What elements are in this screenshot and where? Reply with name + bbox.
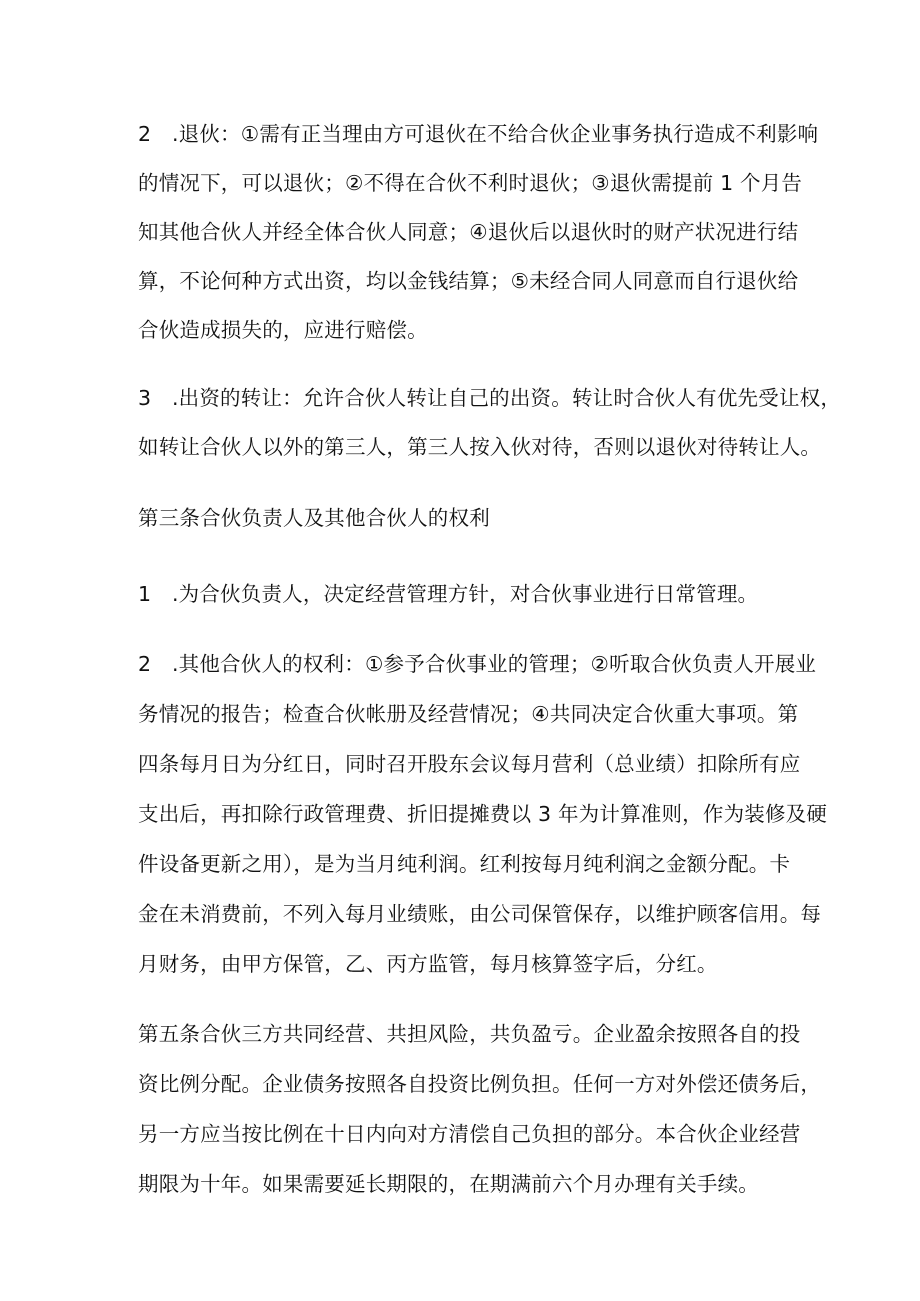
paragraph-1-line-5: 合伙造成损失的，应进行赔偿。 — [138, 318, 428, 342]
paragraph-1-line-3: 知其他合伙人并经全体合伙人同意；④退伙后以退伙时的财产状况进行结 — [138, 220, 799, 244]
paragraph-1-line-2: 的情况下，可以退伙；②不得在合伙不利时退伙；③退伙需提前 1 个月告 — [138, 171, 803, 195]
paragraph-5-line-2: 务情况的报告；检查合伙帐册及经营情况；④共同决定合伙重大事项。第 — [138, 702, 799, 726]
paragraph-6-line-4: 期限为十年。如果需要延长期限的，在期满前六个月办理有关手续。 — [138, 1172, 759, 1196]
paragraph-5-line-4: 支出后，再扣除行政管理费、折旧提摊费以 3 年为计算准则，作为装修及硬 — [138, 802, 828, 826]
paragraph-1-line-1: 2 .退伙：①需有正当理由方可退伙在不给合伙企业事务执行造成不利影响 — [138, 122, 819, 146]
paragraph-4-line-1: 1 .为合伙负责人，决定经营管理方针，对合伙事业进行日常管理。 — [138, 582, 759, 606]
section-heading-article-3: 第三条合伙负责人及其他合伙人的权利 — [138, 506, 490, 530]
paragraph-5-line-6: 金在未消费前，不列入每月业绩账，由公司保管保存，以维护顾客信用。每 — [138, 902, 822, 926]
paragraph-2-line-2: 如转让合伙人以外的第三人，第三人按入伙对待，否则以退伙对待转让人。 — [138, 435, 822, 459]
paragraph-6-line-2: 资比例分配。企业债务按照各自投资比例负担。任何一方对外偿还债务后， — [138, 1072, 822, 1096]
paragraph-2-line-1: 3 .出资的转让：允许合伙人转让自己的出资。转让时合伙人有优先受让权， — [138, 386, 842, 410]
paragraph-1-line-4: 算，不论何种方式出资，均以金钱结算；⑤未经合同人同意而自行退伙给 — [138, 269, 799, 293]
paragraph-5-line-7: 月财务，由甲方保管，乙、丙方监管，每月核算签字后，分红。 — [138, 952, 718, 976]
paragraph-5-line-3: 四条每月日为分红日，同时召开股东会议每月营利（总业绩）扣除所有应 — [138, 752, 801, 776]
paragraph-6-line-1: 第五条合伙三方共同经营、共担风险，共负盈亏。企业盈余按照各自的投 — [138, 1022, 801, 1046]
paragraph-6-line-3: 另一方应当按比例在十日内向对方清偿自己负担的部分。本合伙企业经营 — [138, 1122, 801, 1146]
paragraph-5-line-5: 件设备更新之用），是为当月纯利润。红利按每月纯利润之金额分配。卡 — [138, 852, 791, 876]
paragraph-5-line-1: 2 .其他合伙人的权利：①参予合伙事业的管理；②听取合伙负责人开展业 — [138, 652, 817, 676]
